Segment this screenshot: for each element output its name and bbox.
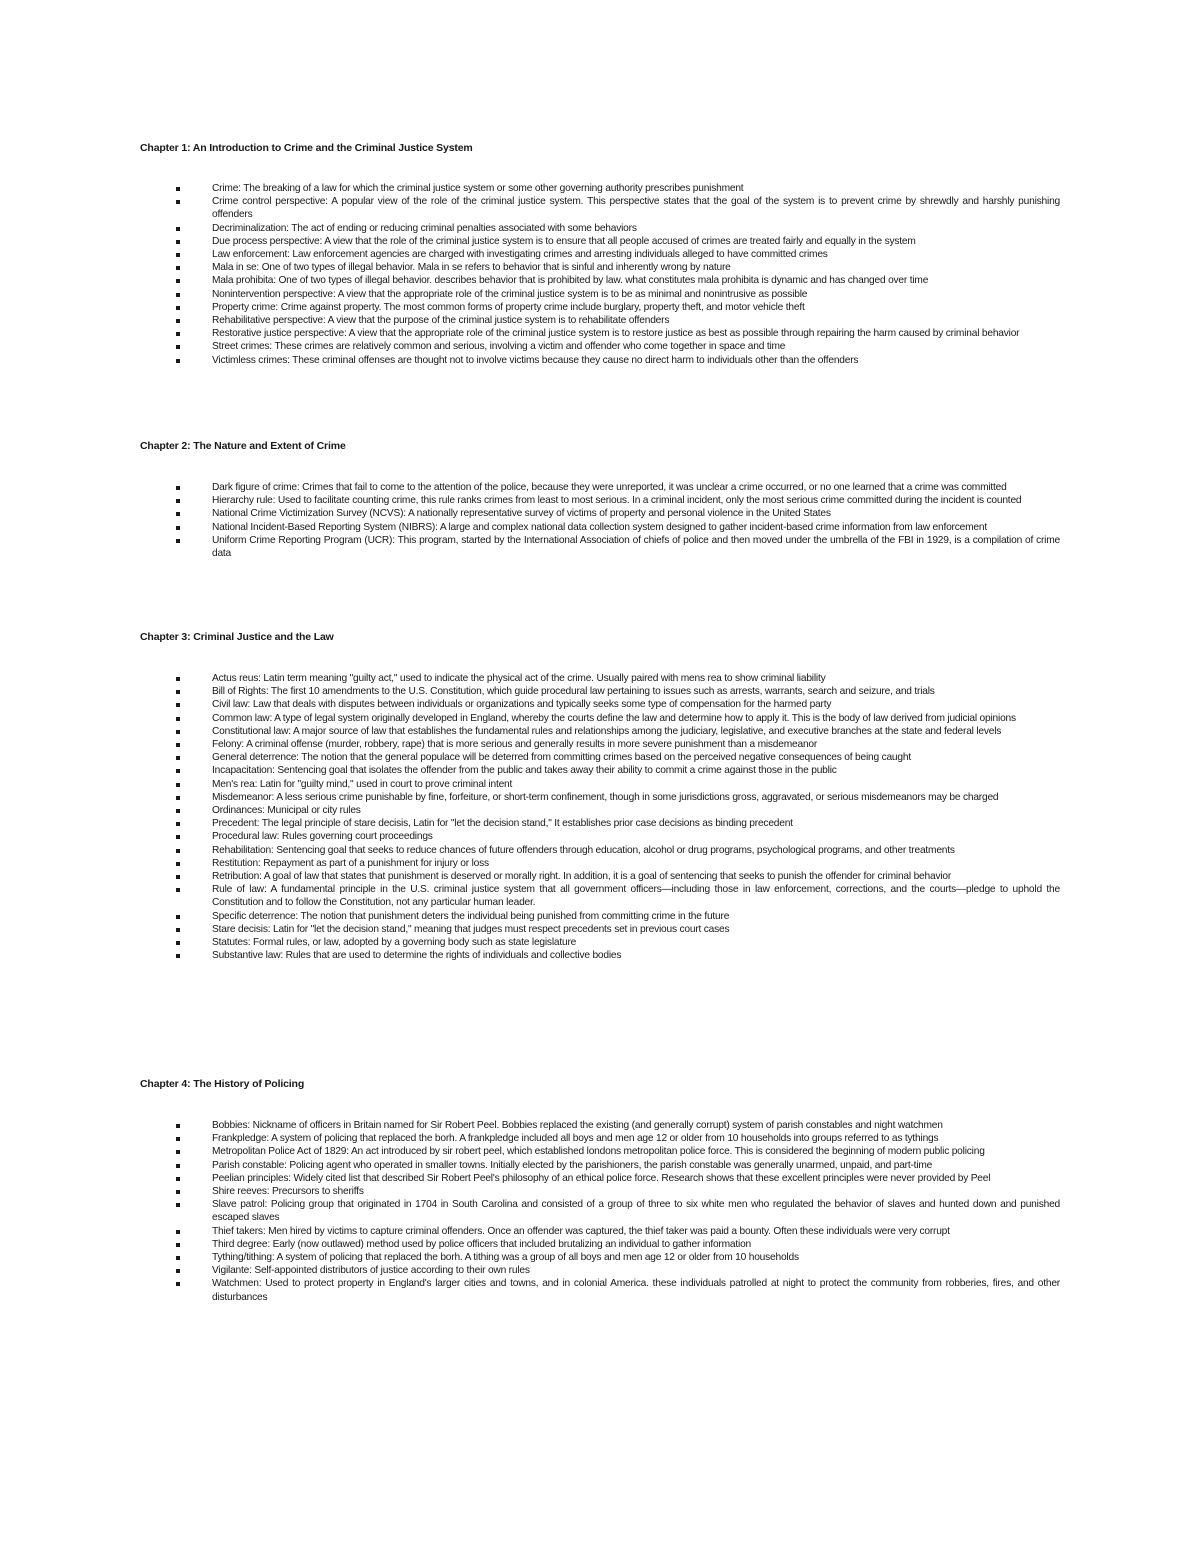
list-item xyxy=(140,725,1060,738)
list-item xyxy=(140,1198,1060,1224)
bullet-icon xyxy=(176,1243,180,1247)
term-text: Rehabilitative perspective: A view that the purpose of the criminal justice system is to rehabilitate offenders xyxy=(212,315,670,327)
term-text: Watchmen: Used to protect property in England's larger cities and towns, and in colonial America. these individuals patrolled at night to protect the community from robberies, fires, and other disturbances xyxy=(212,1278,1060,1303)
term-text: Felony: A criminal offense (murder, robbery, rape) that is more serious and generally results in more severe punishment than a misdemeanor xyxy=(212,739,818,751)
bullet-icon xyxy=(176,526,180,530)
list-item xyxy=(140,698,1060,711)
bullet-icon xyxy=(176,783,180,787)
chapter-2 xyxy=(140,439,1060,560)
list-item xyxy=(140,910,1060,923)
term-text: Procedural law: Rules governing court proceedings xyxy=(212,831,433,843)
bullet-icon xyxy=(176,915,180,919)
term-text: Property crime: Crime against property. The most common forms of property crime include burglary, property theft, and motor vehicle theft xyxy=(212,301,805,313)
term-text: Actus reus: Latin term meaning "guilty act," used to indicate the physical act of the crime. Usually paired with mens rea to show criminal liability xyxy=(212,673,826,684)
term-text: Civil law: Law that deals with disputes between individuals or organizations and typically seeks some type of compensation for the harmed party xyxy=(212,699,832,711)
list-item xyxy=(140,1132,1060,1145)
term-text: Common law: A type of legal system originally developed in England, whereby the courts define the law and determine how to apply it. This is the body of law derived from judicial opinions xyxy=(212,712,1016,724)
bullet-icon xyxy=(176,1203,180,1207)
list-item xyxy=(140,354,1060,367)
chapter-4 xyxy=(140,1077,1060,1304)
list-item xyxy=(140,288,1060,301)
term-text: Mala in se: One of two types of illegal behavior. Mala in se refers to behavior that is sinful and inherently wrong by nature xyxy=(212,262,731,274)
bullet-icon xyxy=(176,677,180,681)
term-text: Misdemeanor: A less serious crime punishable by fine, forfeiture, or short-term confinement, though in some jurisdictions gross, aggravated, or serious misdemeanors may be charged xyxy=(212,791,999,803)
bullet-icon xyxy=(176,1124,180,1128)
bullet-icon xyxy=(176,345,180,349)
term-text: Specific deterrence: The notion that punishment deters the individual being punished from committing crime in the future xyxy=(212,910,730,922)
bullet-icon xyxy=(176,796,180,800)
bullet-icon xyxy=(176,279,180,283)
bullet-icon xyxy=(176,1177,180,1181)
bullet-icon xyxy=(176,1137,180,1141)
bullet-icon xyxy=(176,319,180,323)
list-item xyxy=(140,195,1060,221)
bullet-icon xyxy=(176,809,180,813)
list-item xyxy=(140,1185,1060,1198)
list-item xyxy=(140,1172,1060,1185)
term-list xyxy=(140,182,1060,367)
bullet-icon xyxy=(176,293,180,297)
list-item xyxy=(140,844,1060,857)
term-text: Rule of law: A fundamental principle in the U.S. criminal justice system that all government officers—including those in law enforcement, corrections, and the courts—pledge to uphold the Constitution and to follow the Constitution, not any particular human leader. xyxy=(212,884,1060,909)
term-text: Nonintervention perspective: A view that the appropriate role of the criminal justice system is to be as minimal and nonintrusive as possible xyxy=(212,288,808,300)
term-list xyxy=(140,1119,1060,1304)
bullet-icon xyxy=(176,690,180,694)
list-item xyxy=(140,507,1060,520)
term-text: Frankpledge: A system of policing that replaced the borh. A frankpledge included all boys and men age 12 or older from 10 households into groups referred to as tythings xyxy=(212,1133,939,1145)
bullet-icon xyxy=(176,928,180,932)
bullet-icon xyxy=(176,512,180,516)
term-text: Tything/tithing: A system of policing that replaced the borh. A tithing was a group of all boys and men age 12 or older from 10 households xyxy=(212,1252,799,1264)
bullet-icon xyxy=(176,306,180,310)
term-text: Uniform Crime Reporting Program (UCR): This program, started by the International Association of chiefs of police and then moved under the umbrella of the FBI in 1929, is a compilation of crime data xyxy=(212,534,1060,560)
bullet-icon xyxy=(176,756,180,760)
list-item xyxy=(140,764,1060,777)
list-item xyxy=(140,830,1060,843)
term-text: Street crimes: These crimes are relatively common and serious, involving a victim and offender who come together in space and time xyxy=(212,341,786,353)
bullet-icon xyxy=(176,888,180,892)
term-list xyxy=(140,672,1060,962)
chapter-title: Chapter 2: The Nature and Extent of Crime xyxy=(140,440,346,452)
term-text: Bobbies: Nickname of officers in Britain named for Sir Robert Peel. Bobbies replaced the existing (and generally corrupt) system of parish constables and night watchmen xyxy=(212,1120,943,1131)
list-item xyxy=(140,738,1060,751)
term-text: Constitutional law: A major source of law that establishes the fundamental rules and relationships among the judiciary, legislative, and executive branches at the state and federal levels xyxy=(212,725,1002,737)
term-text: Shire reeves: Precursors to sheriffs xyxy=(212,1186,364,1198)
term-text: National Incident-Based Reporting System (NIBRS): A large and complex national data collection system designed to gather incident-based crime information from law enforcement xyxy=(212,521,987,533)
list-item xyxy=(140,791,1060,804)
list-item xyxy=(140,949,1060,962)
term-text: Incapacitation: Sentencing goal that isolates the offender from the public and takes away their ability to commit a crime against those in the public xyxy=(212,765,837,777)
list-item xyxy=(140,936,1060,949)
list-item xyxy=(140,817,1060,830)
bullet-icon xyxy=(176,539,180,543)
list-item xyxy=(140,182,1060,195)
bullet-icon xyxy=(176,703,180,707)
term-text: Slave patrol: Policing group that originated in 1704 in South Carolina and consisted of a group of three to six white men who regulated the behavior of slaves and hunted down and punished escaped slaves xyxy=(212,1199,1060,1224)
bullet-icon xyxy=(176,1282,180,1286)
term-text: Restorative justice perspective: A view that the appropriate role of the criminal justice system is to restore justice as best as possible through repairing the harm caused by criminal behavior xyxy=(212,328,1020,340)
bullet-icon xyxy=(176,1256,180,1260)
bullet-icon xyxy=(176,266,180,270)
term-text: Due process perspective: A view that the role of the criminal justice system is to ensure that all people accused of crimes are treated fairly and equally in the system xyxy=(212,235,916,247)
term-text: Precedent: The legal principle of stare decisis, Latin for "let the decision stand," It establishes prior case decisions as binding precedent xyxy=(212,818,793,830)
bullet-icon xyxy=(176,200,180,204)
bullet-icon xyxy=(176,1190,180,1194)
term-text: Third degree: Early (now outlawed) method used by police officers that included brutalizing an individual to gather information xyxy=(212,1238,752,1250)
list-item xyxy=(140,274,1060,287)
list-item xyxy=(140,751,1060,764)
list-item xyxy=(140,672,1060,685)
bullet-icon xyxy=(176,875,180,879)
bullet-icon xyxy=(176,730,180,734)
list-item xyxy=(140,235,1060,248)
term-text: Victimless crimes: These criminal offenses are thought not to involve victims because they cause no direct harm to individuals other than the offenders xyxy=(212,354,859,366)
term-text: Stare decisis: Latin for "let the decision stand," meaning that judges must respect precedents set in previous court cases xyxy=(212,923,730,935)
bullet-icon xyxy=(176,240,180,244)
list-item xyxy=(140,314,1060,327)
list-item xyxy=(140,261,1060,274)
term-list xyxy=(140,481,1060,560)
term-text: Thief takers: Men hired by victims to capture criminal offenders. Once an offender was captured, the thief taker was paid a bounty. Often these individuals were very corrupt xyxy=(212,1225,950,1237)
list-item xyxy=(140,327,1060,340)
term-text: Men's rea: Latin for "guilty mind," used in court to prove criminal intent xyxy=(212,778,513,790)
bullet-icon xyxy=(176,743,180,747)
list-item xyxy=(140,248,1060,261)
term-text: Metropolitan Police Act of 1829: An act introduced by sir robert peel, which established londons metropolitan police force. This is considered the beginning of modern public policing xyxy=(212,1146,985,1158)
bullet-icon xyxy=(176,941,180,945)
list-item xyxy=(140,534,1060,560)
bullet-icon xyxy=(176,835,180,839)
term-text: Hierarchy rule: Used to facilitate counting crime, this rule ranks crimes from least to most serious. In a criminal incident, only the most serious crime committed during the incident is counted xyxy=(212,495,1022,507)
list-item xyxy=(140,857,1060,870)
list-item xyxy=(140,778,1060,791)
bullet-icon xyxy=(176,1230,180,1234)
chapter-title: Chapter 4: The History of Policing xyxy=(140,1078,305,1090)
bullet-icon xyxy=(176,1269,180,1273)
term-text: Ordinances: Municipal or city rules xyxy=(212,805,361,817)
term-text: Dark figure of crime: Crimes that fail to come to the attention of the police, because they were unreported, it was unclear a crime occurred, or no one learned that a crime was committed xyxy=(212,482,1007,493)
term-text: Mala prohibita: One of two types of illegal behavior. describes behavior that is prohibited by law. what constitutes mala prohibita is dynamic and has changed over time xyxy=(212,275,929,287)
list-item xyxy=(140,521,1060,534)
chapter-title: Chapter 1: An Introduction to Crime and the Criminal Justice System xyxy=(140,142,473,154)
bullet-icon xyxy=(176,822,180,826)
bullet-icon xyxy=(176,954,180,958)
bullet-icon xyxy=(176,253,180,257)
term-text: Statutes: Formal rules, or law, adopted by a governing body such as state legislature xyxy=(212,937,577,949)
bullet-icon xyxy=(176,1150,180,1154)
list-item xyxy=(140,1238,1060,1251)
chapter-title: Chapter 3: Criminal Justice and the Law xyxy=(140,631,334,643)
bullet-icon xyxy=(176,359,180,363)
term-text: Substantive law: Rules that are used to determine the rights of individuals and collective bodies xyxy=(212,950,622,962)
term-text: Crime control perspective: A popular view of the role of the criminal justice system. This perspective states that the goal of the system is to prevent crime by shrewdly and harshly punishing offenders xyxy=(212,196,1060,221)
bullet-icon xyxy=(176,717,180,721)
term-text: National Crime Victimization Survey (NCVS): A nationally representative survey of victims of property and personal violence in the United States xyxy=(212,508,831,520)
list-item xyxy=(140,222,1060,235)
list-item xyxy=(140,883,1060,909)
list-item xyxy=(140,870,1060,883)
chapter-1 xyxy=(140,141,1060,367)
list-item xyxy=(140,1264,1060,1277)
bullet-icon xyxy=(176,227,180,231)
bullet-icon xyxy=(176,1164,180,1168)
bullet-icon xyxy=(176,187,180,191)
list-item xyxy=(140,1145,1060,1158)
list-item xyxy=(140,923,1060,936)
term-text: Bill of Rights: The first 10 amendments to the U.S. Constitution, which guide procedural law pertaining to issues such as arrests, warrants, search and seizure, and trials xyxy=(212,686,935,698)
term-text: Crime: The breaking of a law for which the criminal justice system or some other governing authority prescribes punishment xyxy=(212,183,744,194)
term-text: Parish constable: Policing agent who operated in smaller towns. Initially elected by the parishioners, the parish constable was generally unarmed, unpaid, and part-time xyxy=(212,1159,933,1171)
list-item xyxy=(140,481,1060,494)
list-item xyxy=(140,1225,1060,1238)
term-text: Decriminalization: The act of ending or reducing criminal penalties associated with some behaviors xyxy=(212,222,637,234)
bullet-icon xyxy=(176,499,180,503)
list-item xyxy=(140,804,1060,817)
list-item xyxy=(140,340,1060,353)
bullet-icon xyxy=(176,332,180,336)
term-text: General deterrence: The notion that the general populace will be deterred from committing crimes based on the perceived negative consequences of being caught xyxy=(212,752,911,764)
term-text: Restitution: Repayment as part of a punishment for injury or loss xyxy=(212,857,489,869)
list-item xyxy=(140,1251,1060,1264)
chapter-3 xyxy=(140,630,1060,962)
term-text: Rehabilitation: Sentencing goal that seeks to reduce chances of future offenders through education, alcohol or drug programs, psychological programs, and other treatments xyxy=(212,844,955,856)
bullet-icon xyxy=(176,769,180,773)
list-item xyxy=(140,1159,1060,1172)
list-item xyxy=(140,1119,1060,1132)
list-item xyxy=(140,494,1060,507)
term-text: Vigilante: Self-appointed distributors of justice according to their own rules xyxy=(212,1265,530,1277)
list-item xyxy=(140,685,1060,698)
term-text: Retribution: A goal of law that states that punishment is deserved or morally right. In addition, it is a goal of sentencing that seeks to punish the offender for criminal behavior xyxy=(212,871,952,883)
list-item xyxy=(140,1277,1060,1303)
bullet-icon xyxy=(176,486,180,490)
list-item xyxy=(140,301,1060,314)
term-text: Peelian principles: Widely cited list that described Sir Robert Peel's philosophy of an ethical police force. Research shows that these excellent principles were never provided by Peel xyxy=(212,1172,991,1184)
bullet-icon xyxy=(176,862,180,866)
bullet-icon xyxy=(176,849,180,853)
term-text: Law enforcement: Law enforcement agencies are charged with investigating crimes and arresting individuals alleged to have committed crimes xyxy=(212,249,828,261)
list-item xyxy=(140,712,1060,725)
